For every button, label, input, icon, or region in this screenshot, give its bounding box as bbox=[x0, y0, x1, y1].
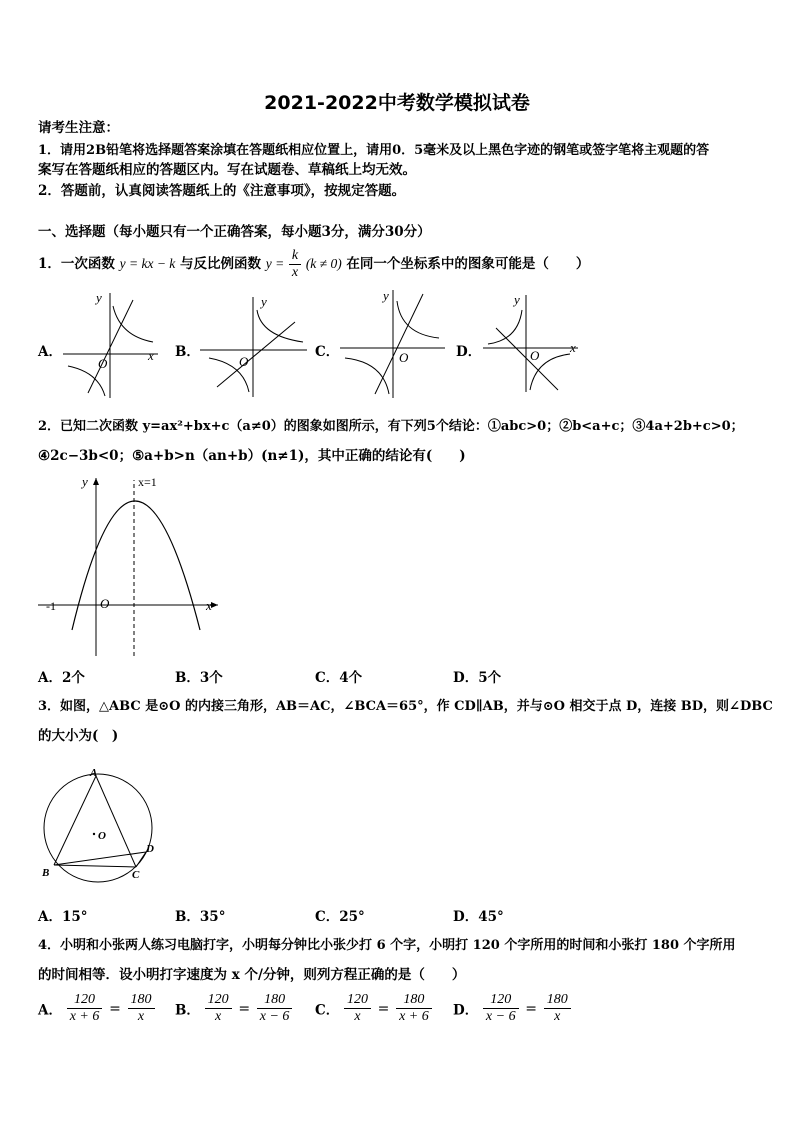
notice-line-1a: 1．请用2B铅笔将选择题答案涂填在答题纸相应位置上，请用0．5毫米及以上黑色字迹的钢笔或签字笔将主观题的答 bbox=[38, 143, 710, 158]
q2-option-b[interactable]: B．3个 bbox=[175, 670, 223, 686]
question-1-stem: 1．一次函数 y = kx − k 与反比例函数 y = $\frac{k}{x}$ (k ≠ 0) 在同一个坐标系中的图象可能是（ ） bbox=[38, 248, 590, 280]
q1-option-a-label[interactable]: A． bbox=[38, 344, 62, 360]
svg-text:O: O bbox=[98, 830, 106, 842]
question-4-line-1: 4．小明和小张两人练习电脑打字，小明每分钟比小张少打 6 个字，小明打 120 个字所用的时间和小张打 180 个字所用 bbox=[38, 938, 736, 953]
svg-text:x: x bbox=[570, 340, 576, 355]
notice-heading: 请考生注意： bbox=[38, 120, 119, 136]
svg-text:y: y bbox=[82, 474, 88, 489]
svg-text:O: O bbox=[399, 350, 409, 365]
svg-text:C: C bbox=[132, 869, 140, 881]
q3-option-c[interactable]: C．25° bbox=[315, 909, 365, 925]
question-2-line-2: ④2c−3b<0；⑤a+b>n（an+b）(n≠1)，其中正确的结论有( ) bbox=[38, 448, 466, 464]
q1-graph-d bbox=[478, 290, 582, 394]
svg-text:x: x bbox=[148, 348, 154, 363]
svg-text:y: y bbox=[261, 294, 267, 309]
q1-option-b-label[interactable]: B． bbox=[175, 344, 200, 360]
q4-option-d[interactable]: D． $\frac{120}{x - 6}$ = $\frac{180}{x}$ bbox=[453, 992, 571, 1025]
q1-graph-a bbox=[58, 288, 170, 400]
svg-text:A: A bbox=[90, 767, 98, 779]
q4-option-a[interactable]: A． $\frac{120}{x + 6}$ = $\frac{180}{x}$ bbox=[38, 992, 155, 1025]
svg-text:D: D bbox=[146, 843, 154, 855]
q4-option-b[interactable]: B． $\frac{120}{x}$ = $\frac{180}{x - 6}$ bbox=[175, 992, 292, 1025]
q2-option-a[interactable]: A．2个 bbox=[38, 670, 85, 686]
question-2-line-1: 2．已知二次函数 y=ax²+bx+c（a≠0）的图象如图所示，有下列5个结论：①abc>0；②b<a+c；③4a+2b+c>0； bbox=[38, 419, 744, 434]
page-title: 2021-2022中考数学模拟试卷 bbox=[264, 92, 530, 114]
svg-text:y: y bbox=[96, 290, 102, 305]
svg-text:-1: -1 bbox=[46, 599, 56, 613]
q2-option-d[interactable]: D．5个 bbox=[453, 670, 502, 686]
notice-line-1b: 案写在答题纸相应的答题区内。写在试题卷、草稿纸上均无效。 bbox=[38, 162, 416, 178]
svg-text:O: O bbox=[530, 348, 540, 363]
q1-graph-b bbox=[195, 292, 313, 400]
q3-circle-diagram bbox=[36, 764, 166, 884]
q1-option-c-label[interactable]: C． bbox=[315, 344, 340, 360]
svg-text:O: O bbox=[100, 596, 110, 611]
svg-text:O: O bbox=[98, 356, 108, 371]
svg-text:O: O bbox=[239, 354, 249, 369]
svg-text:y: y bbox=[383, 288, 389, 303]
linear-function-expr: y = kx − k bbox=[119, 256, 176, 271]
q1-option-d-label[interactable]: D． bbox=[456, 344, 482, 360]
question-4-line-2: 的时间相等．设小明打字速度为 x 个/分钟，则列方程正确的是（ ） bbox=[38, 967, 466, 983]
question-3-line-2: 的大小为( ) bbox=[38, 728, 119, 744]
q2-parabola-graph bbox=[34, 470, 224, 660]
section-heading: 一、选择题（每小题只有一个正确答案，每小题3分，满分30分） bbox=[38, 224, 431, 240]
q3-option-b[interactable]: B．35° bbox=[175, 909, 226, 925]
svg-text:x=1: x=1 bbox=[138, 475, 157, 489]
q4-option-c[interactable]: C． $\frac{120}{x}$ = $\frac{180}{x + 6}$ bbox=[315, 992, 432, 1025]
q3-option-d[interactable]: D．45° bbox=[453, 909, 504, 925]
inverse-function-fraction: $\frac{k}{x}$ bbox=[289, 248, 301, 281]
q3-option-a[interactable]: A．15° bbox=[38, 909, 88, 925]
question-3-line-1: 3．如图，△ABC 是⊙O 的内接三角形，AB＝AC，∠BCA＝65°，作 CD∥AB，并与⊙O 相交于点 D，连接 BD，则∠DBC bbox=[38, 699, 773, 714]
notice-line-2: 2．答题前，认真阅读答题纸上的《注意事项》，按规定答题。 bbox=[38, 183, 406, 199]
svg-text:y: y bbox=[514, 292, 520, 307]
svg-text:B: B bbox=[42, 867, 50, 879]
q2-option-c[interactable]: C．4个 bbox=[315, 670, 363, 686]
q1-graph-c bbox=[335, 286, 450, 400]
svg-text:x: x bbox=[206, 598, 212, 613]
